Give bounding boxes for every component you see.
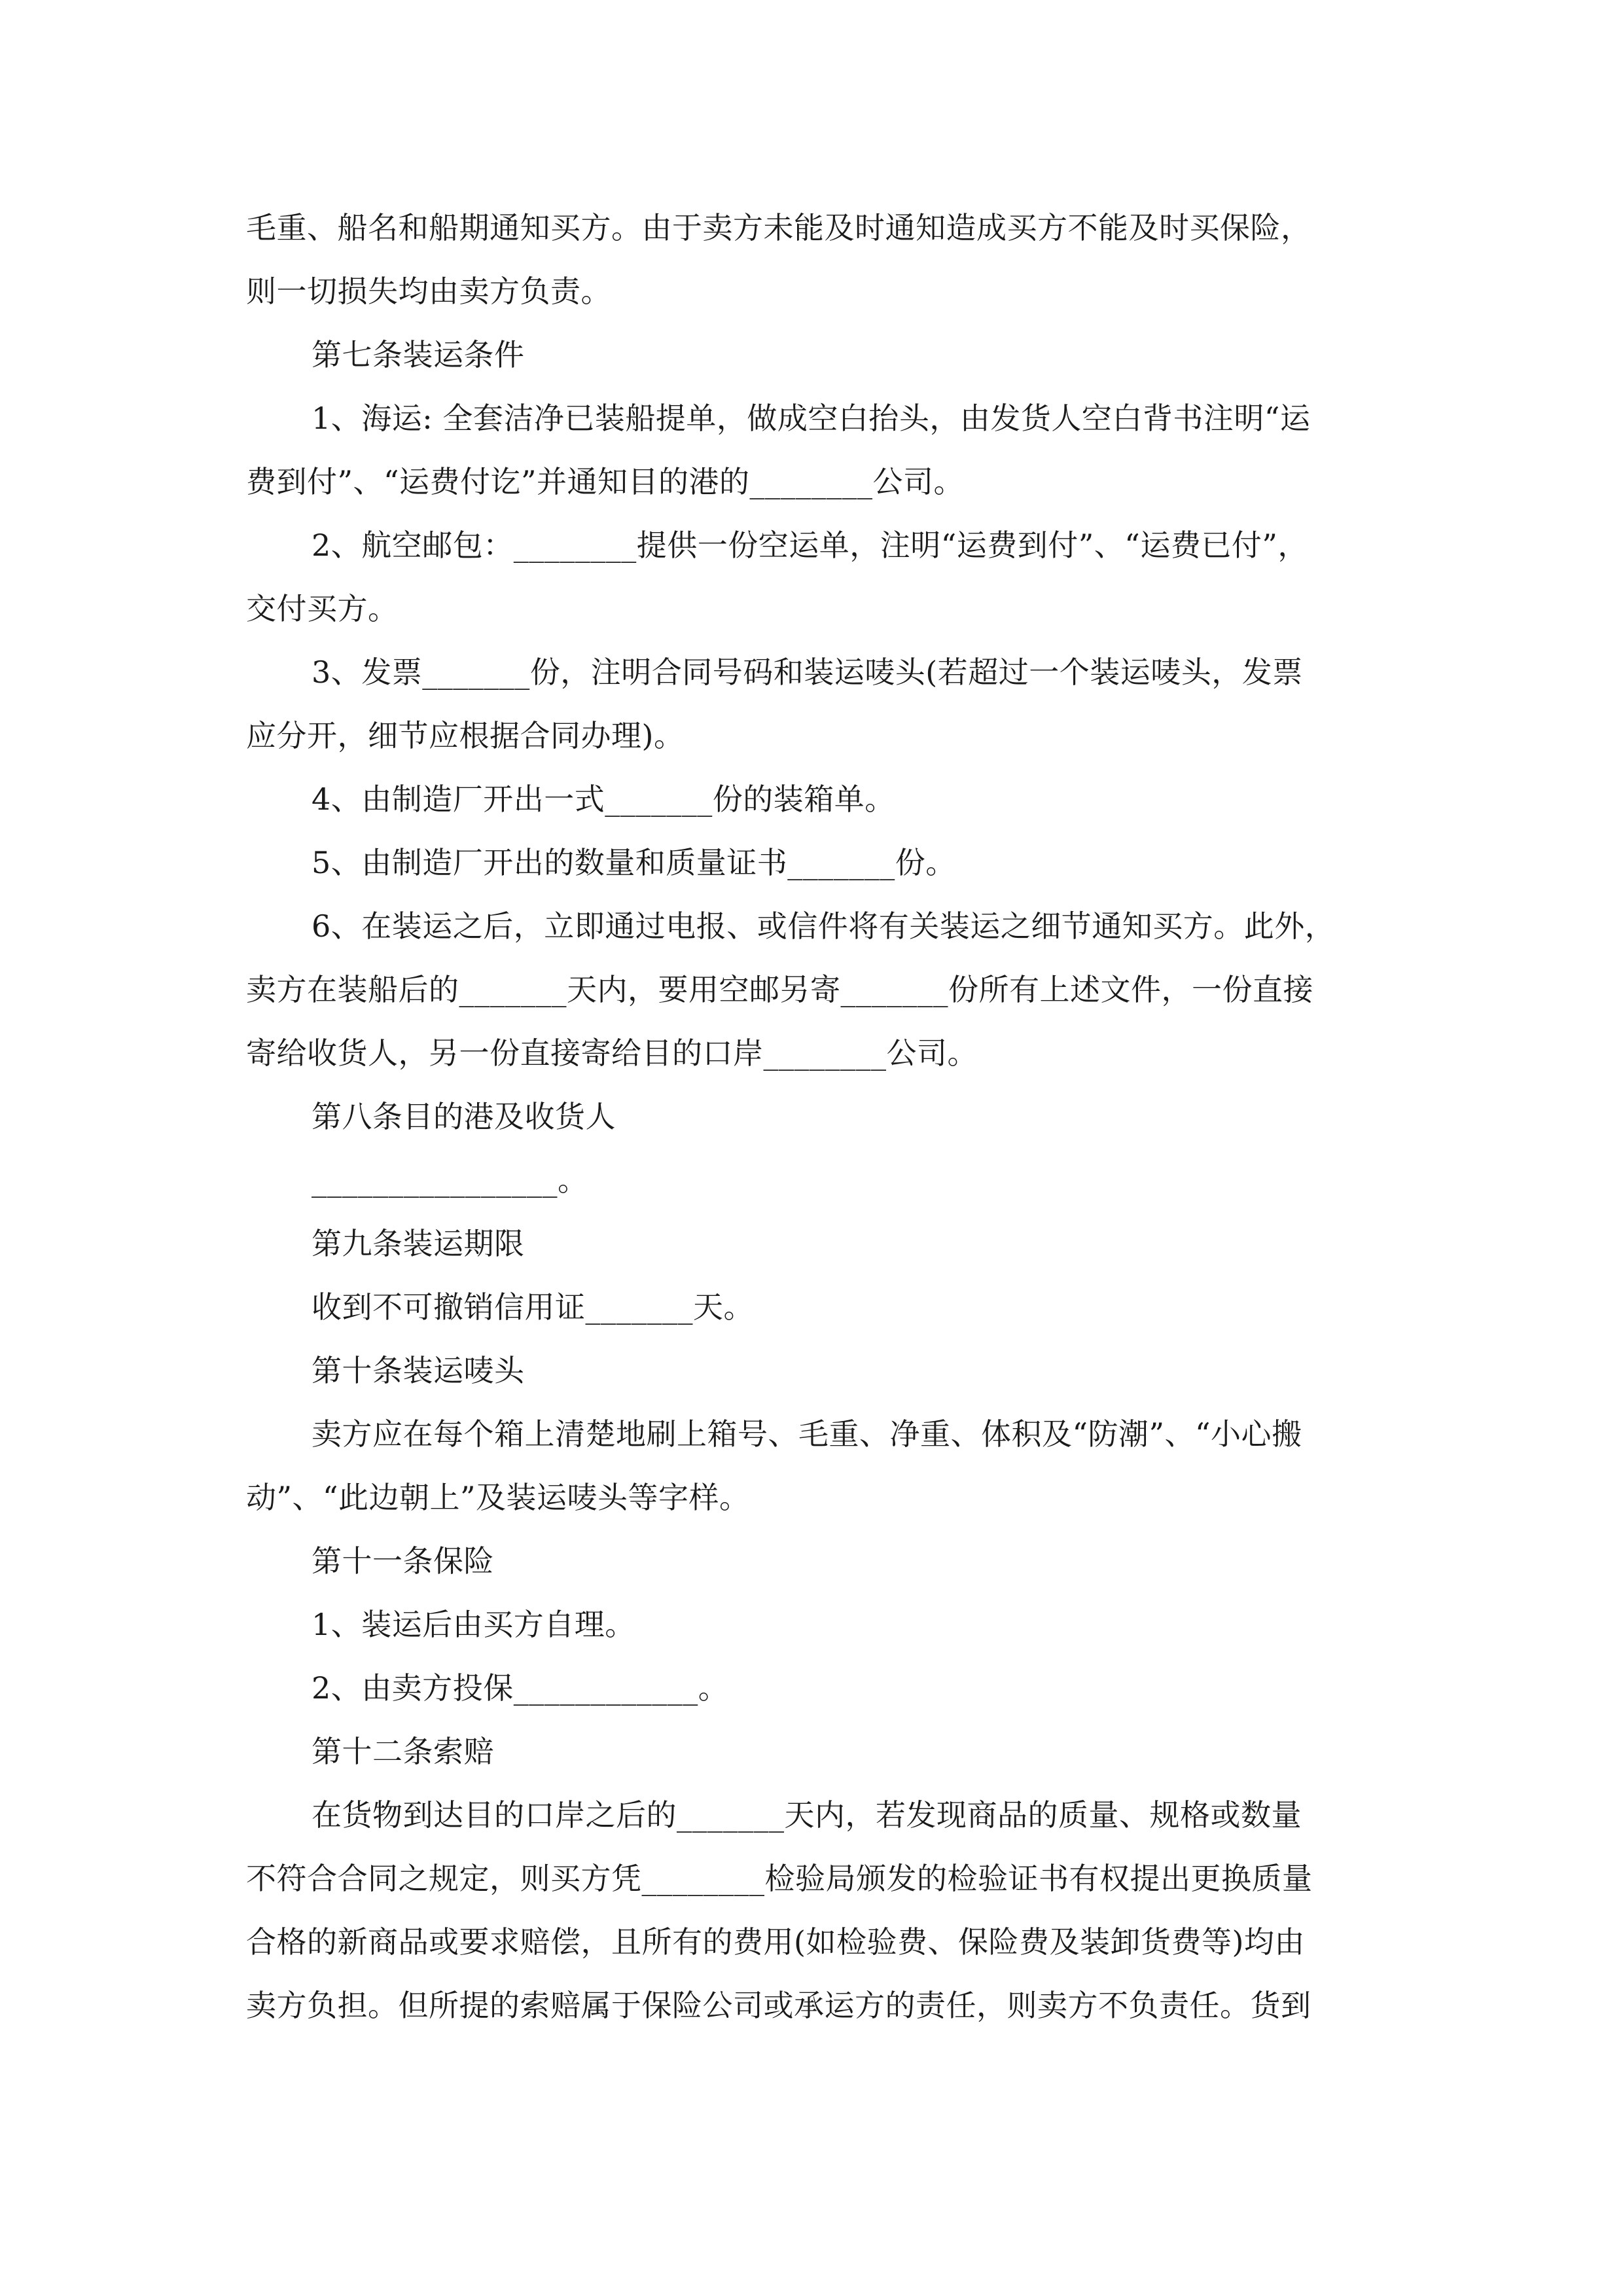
body-line: 1、海运: 全套洁净已装船提单，做成空白抬头，由发货人空白背书注明“运 [312, 401, 1311, 436]
section-heading: 第十二条索赔 [312, 1734, 494, 1769]
body-line: 5、由制造厂开出的数量和质量证书_______份。 [312, 845, 956, 880]
body-line: 6、在装运之后，立即通过电报、或信件将有关装运之细节通知买方。此外， [312, 908, 1336, 944]
section-heading: 第八条目的港及收货人 [312, 1099, 616, 1134]
body-line: 卖方负担。但所提的索赔属于保险公司或承运方的责任，则卖方不负责任。货到 [246, 1988, 1311, 2023]
body-line: 在货物到达目的口岸之后的_______天内，若发现商品的质量、规格或数量 [312, 1797, 1302, 1833]
body-line: 毛重、船名和船期通知买方。由于卖方未能及时通知造成买方不能及时买保险， [246, 210, 1311, 245]
body-line: 寄给收货人，另一份直接寄给目的口岸________公司。 [246, 1035, 978, 1071]
body-line: 卖方在装船后的_______天内，要用空邮另寄_______份所有上述文件，一份直接 [246, 972, 1313, 1007]
body-line: 则一切损失均由卖方负责。 [246, 274, 611, 309]
section-heading: 第十一条保险 [312, 1543, 494, 1579]
body-line: 4、由制造厂开出一式_______份的装箱单。 [312, 781, 895, 817]
body-line: 2、航空邮包：________提供一份空运单，注明“运费到付”、“运费已付”， [312, 528, 1308, 563]
body-line: 交付买方。 [246, 591, 399, 626]
body-line: 3、发票_______份，注明合同号码和装运唛头(若超过一个装运唛头，发票 [312, 655, 1303, 690]
section-heading: 第七条装运条件 [312, 337, 525, 372]
body-line: 动”、“此边朝上”及装运唛头等字样。 [246, 1480, 750, 1515]
body-line: 1、装运后由买方自理。 [312, 1607, 635, 1642]
blank-field-line: ________________。 [312, 1162, 588, 1198]
body-line: 2、由卖方投保____________。 [312, 1670, 729, 1706]
body-line: 费到付”、“运费付讫”并通知目的港的________公司。 [246, 464, 965, 499]
section-heading: 第十条装运唛头 [312, 1353, 525, 1388]
body-line: 收到不可撤销信用证_______天。 [312, 1289, 754, 1325]
section-heading: 第九条装运期限 [312, 1226, 525, 1261]
body-line: 卖方应在每个箱上清楚地刷上箱号、毛重、净重、体积及“防潮”、“小心搬 [312, 1416, 1302, 1452]
body-line: 应分开，细节应根据合同办理)。 [246, 718, 685, 753]
body-line: 不符合合同之规定，则买方凭________检验局颁发的检验证书有权提出更换质量 [246, 1861, 1313, 1896]
body-line: 合格的新商品或要求赔偿，且所有的费用(如检验费、保险费及装卸货费等)均由 [246, 1924, 1305, 1960]
document-page [246, 196, 1378, 2037]
